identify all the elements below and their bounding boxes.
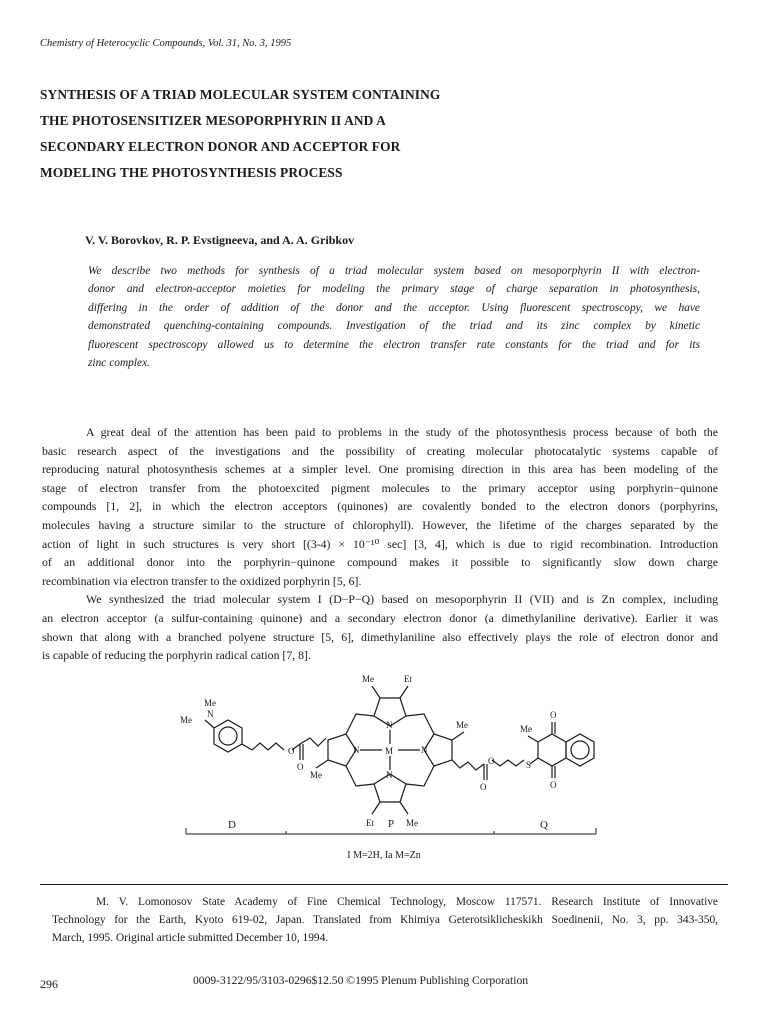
paragraph-line: of an additional donor into the porphyrin−quinone compound makes it possible to significantly slow down charge [42,555,718,570]
abstract-line: We describe two methods for synthesis of a triad molecular system based on mesoporphyrin II with electron- [88,265,700,277]
segment-label-p: P [388,818,395,830]
atom-label: Et [404,674,412,684]
journal-header: Chemistry of Heterocyclic Compounds, Vol. 31, No. 3, 1995 [40,38,292,49]
title-line: THE PHOTOSENSITIZER MESOPORPHYRIN II AND A [40,113,386,128]
quinone-ring [538,734,566,766]
abstract-line: differing in the order of addition of the donor and the acceptor. Using fluorescent spectroscopy, we have [88,301,700,314]
structure-bonds [205,686,594,814]
triad-structure-diagram [160,668,620,868]
paragraph-line: reproducing natural photosynthesis schemes at a simpler level. One promising direction in this area has been modeling of the [42,462,718,477]
paragraph-line: stage of electron transfer from the photoexcited pigment molecules to the primary acceptor using porphyrin−quinone [42,480,718,495]
paragraph-line: shown that along with a branched polyene structure [5, 6], dimethylaniline also effectively plays the role of electron donor and [42,629,718,644]
footnote-divider [40,884,728,885]
naphtho-ring [566,734,594,766]
atom-label: Me [362,674,374,684]
footnote-line: March, 1995. Original article submitted December 10, 1994. [52,932,329,944]
paragraph-line: is capable of reducing the porphyrin radical cation [7, 8]. [42,648,311,663]
abstract-line: demonstrated quenching-containing compounds. Investigation of the triad and its zinc complex by kinetic [88,320,700,333]
footnote-line: Technology for the Earth, Kyoto 619-02, Japan. Translated from Khimiya Geterotsiklicheskikh Soedinenii, No. 3, pp. 343-350, [52,914,718,926]
footnote [52,893,718,947]
atom-label: Me [520,724,532,734]
paragraph-line: recombination via electron transfer to the oxidized porphyrin [5, 6]. [42,573,362,588]
paragraph-line: action of light in such structures is very short [(3-4) × 10⁻¹⁰ sec] [3, 4], which is due to rigid recombination. Introduction [42,536,718,551]
title-line: SECONDARY ELECTRON DONOR AND ACCEPTOR FOR [40,139,401,154]
atom-label: N [421,745,428,755]
footnote-line: M. V. Lomonosov State Academy of Fine Chemical Technology, Moscow 117571. Research Institute of Innovative [96,896,718,908]
atom-label: O [488,756,495,766]
paragraph-line: basic research aspect of the investigations and the possibility of creating molecular photocatalytic systems capable of [42,443,718,458]
atom-label: N [386,770,393,780]
aniline-aromatic-circle [219,727,237,745]
copyright-line: 0009-3122/95/3103-0296$12.50 ©1995 Plenum Publishing Corporation [193,974,529,987]
paragraph-line: an electron acceptor (a sulfur-containing quinone) and a secondary electron donor (a dimethylaniline derivative). Earlier it was [42,610,718,625]
paragraph-line: A great deal of the attention has been paid to problems in the study of the photosynthesis process because of both the [86,425,718,439]
paragraph-line: compounds [1, 2], in which the electron acceptors (quinones) are covalently bonded to the electron donors (porphyrins, [42,499,718,514]
page-number: 296 [40,977,58,991]
pyrrole-left [328,734,356,766]
body-text [42,423,718,665]
atom-label: Et [366,818,374,828]
atom-label: S [526,760,532,770]
atom-label: O [288,746,295,756]
atom-label: M [385,746,394,756]
atom-label: O [297,762,304,772]
aniline-ring [214,720,242,752]
abstract-line: donor and electron-acceptor moieties for modeling the primary stage of charge separation in photosynthesis, [88,283,700,296]
abstract-line: fluorescent spectroscopy allowed us to determine the electron transfer rate constants for the triad and for its [88,338,700,351]
atom-label: Me [310,770,322,780]
atom-label: O [550,710,557,720]
paragraph-line: We synthesized the triad molecular system I (D−P−Q) based on mesoporphyrin II (VII) and is Zn complex, including [86,592,718,607]
atom-label: Me [456,720,468,730]
atom-label: Me [204,698,216,708]
atom-label: O [550,780,557,790]
paragraph-line: molecules having a structure similar to the structure of chlorophyll). However, the lifetime of the charges separated by the [42,517,718,532]
atom-label: Me [406,818,418,828]
segment-label-d: D [228,819,236,831]
structure-labels [180,674,557,828]
atom-label: N [207,709,214,719]
authors: V. V. Borovkov, R. P. Evstigneeva, and A. A. Gribkov [85,233,355,247]
segment-label-q: Q [540,819,548,831]
atom-label: N [386,720,393,730]
pyrrole-right [424,734,452,766]
abstract-line: zinc complex. [88,357,150,370]
segment-labels [228,818,548,831]
atom-label: O [480,782,487,792]
atom-label: N [353,745,360,755]
naphtho-aromatic-circle [571,741,589,759]
structure-caption: I M=2H, Ia M=Zn [347,850,421,861]
abstract [88,262,700,372]
title-line: MODELING THE PHOTOSYNTHESIS PROCESS [40,165,343,180]
article-title [40,82,600,186]
title-line: SYNTHESIS OF A TRIAD MOLECULAR SYSTEM CONTAINING [40,87,441,102]
atom-label: Me [180,715,192,725]
